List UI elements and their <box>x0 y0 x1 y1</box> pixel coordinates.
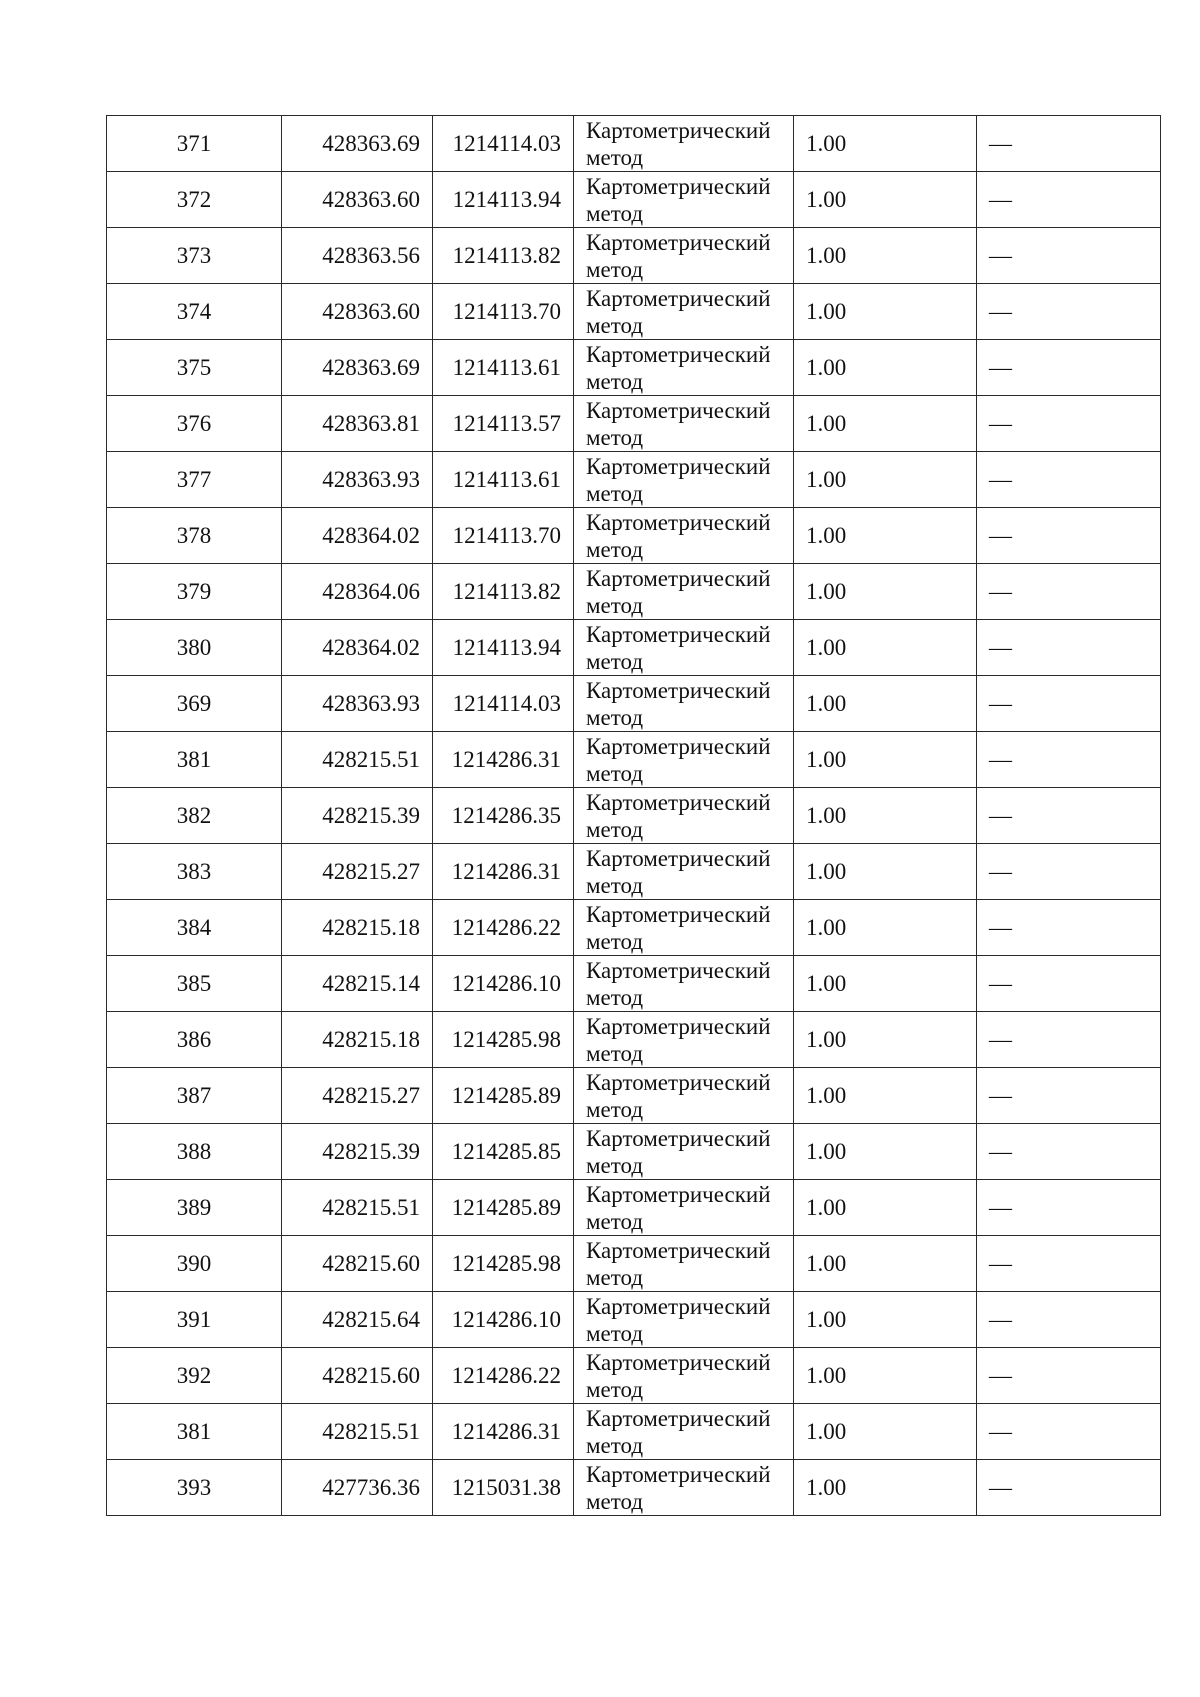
table-row <box>107 508 1161 564</box>
accuracy-cell: 1.00 <box>794 396 977 452</box>
method-line-1: Картометрический <box>586 453 771 479</box>
y-coordinate-cell: 1214114.03 <box>433 676 574 732</box>
point-number-cell: 387 <box>107 1068 282 1124</box>
point-number-cell: 379 <box>107 564 282 620</box>
method-line-2: метод <box>586 1096 644 1122</box>
method-line-2: метод <box>586 256 644 282</box>
y-coordinate-cell: 1214285.98 <box>433 1012 574 1068</box>
accuracy-cell: 1.00 <box>794 1404 977 1460</box>
point-number-cell: 391 <box>107 1292 282 1348</box>
table-row <box>107 1460 1161 1516</box>
point-number-cell: 380 <box>107 620 282 676</box>
x-coordinate-cell: 428363.60 <box>282 172 433 228</box>
method-line-2: метод <box>586 1208 644 1234</box>
point-number-cell: 388 <box>107 1124 282 1180</box>
description-cell: — <box>977 116 1161 172</box>
y-coordinate-cell: 1214113.70 <box>433 508 574 564</box>
description-cell: — <box>977 1012 1161 1068</box>
description-cell: — <box>977 732 1161 788</box>
description-cell: — <box>977 1236 1161 1292</box>
accuracy-cell: 1.00 <box>794 1068 977 1124</box>
x-coordinate-cell: 428215.51 <box>282 1404 433 1460</box>
x-coordinate-cell: 428363.93 <box>282 452 433 508</box>
method-line-1: Картометрический <box>586 733 771 759</box>
method-cell <box>574 284 794 340</box>
method-line-1: Картометрический <box>586 1405 771 1431</box>
point-number-cell: 392 <box>107 1348 282 1404</box>
method-line-1: Картометрический <box>586 1181 771 1207</box>
point-number-cell: 372 <box>107 172 282 228</box>
method-cell <box>574 508 794 564</box>
accuracy-cell: 1.00 <box>794 788 977 844</box>
point-number-cell: 378 <box>107 508 282 564</box>
description-cell: — <box>977 900 1161 956</box>
y-coordinate-cell: 1214113.82 <box>433 228 574 284</box>
method-line-2: метод <box>586 704 644 730</box>
method-line-2: метод <box>586 424 644 450</box>
description-cell: — <box>977 1460 1161 1516</box>
y-coordinate-cell: 1214113.70 <box>433 284 574 340</box>
method-line-1: Картометрический <box>586 173 771 199</box>
x-coordinate-cell: 428363.60 <box>282 284 433 340</box>
method-line-2: метод <box>586 592 644 618</box>
accuracy-cell: 1.00 <box>794 1460 977 1516</box>
method-line-2: метод <box>586 480 644 506</box>
y-coordinate-cell: 1214285.85 <box>433 1124 574 1180</box>
table-row <box>107 676 1161 732</box>
table-row <box>107 1012 1161 1068</box>
x-coordinate-cell: 428215.60 <box>282 1348 433 1404</box>
method-line-1: Картометрический <box>586 341 771 367</box>
x-coordinate-cell: 428363.93 <box>282 676 433 732</box>
method-cell <box>574 228 794 284</box>
accuracy-cell: 1.00 <box>794 1124 977 1180</box>
x-coordinate-cell: 428363.81 <box>282 396 433 452</box>
y-coordinate-cell: 1214286.10 <box>433 956 574 1012</box>
x-coordinate-cell: 428363.69 <box>282 340 433 396</box>
x-coordinate-cell: 428363.56 <box>282 228 433 284</box>
method-line-2: метод <box>586 1376 644 1402</box>
method-cell <box>574 116 794 172</box>
method-line-2: метод <box>586 1152 644 1178</box>
method-line-2: метод <box>586 1320 644 1346</box>
accuracy-cell: 1.00 <box>794 732 977 788</box>
method-line-1: Картометрический <box>586 1461 771 1487</box>
accuracy-cell: 1.00 <box>794 1012 977 1068</box>
method-cell <box>574 396 794 452</box>
y-coordinate-cell: 1214113.61 <box>433 340 574 396</box>
method-line-2: метод <box>586 1432 644 1458</box>
point-number-cell: 383 <box>107 844 282 900</box>
method-line-1: Картометрический <box>586 565 771 591</box>
x-coordinate-cell: 428364.02 <box>282 620 433 676</box>
x-coordinate-cell: 428215.51 <box>282 732 433 788</box>
method-line-1: Картометрический <box>586 1013 771 1039</box>
method-line-1: Картометрический <box>586 397 771 423</box>
description-cell: — <box>977 284 1161 340</box>
table-row <box>107 284 1161 340</box>
point-number-cell: 376 <box>107 396 282 452</box>
description-cell: — <box>977 564 1161 620</box>
point-number-cell: 390 <box>107 1236 282 1292</box>
method-line-1: Картометрический <box>586 117 771 143</box>
x-coordinate-cell: 428215.14 <box>282 956 433 1012</box>
accuracy-cell: 1.00 <box>794 620 977 676</box>
description-cell: — <box>977 1068 1161 1124</box>
method-cell <box>574 452 794 508</box>
accuracy-cell: 1.00 <box>794 172 977 228</box>
method-line-2: метод <box>586 984 644 1010</box>
x-coordinate-cell: 428215.39 <box>282 1124 433 1180</box>
method-cell <box>574 1460 794 1516</box>
method-line-2: метод <box>586 1264 644 1290</box>
y-coordinate-cell: 1214113.57 <box>433 396 574 452</box>
table-row <box>107 228 1161 284</box>
table-row <box>107 396 1161 452</box>
x-coordinate-cell: 428364.06 <box>282 564 433 620</box>
table-row <box>107 1068 1161 1124</box>
x-coordinate-cell: 428215.27 <box>282 1068 433 1124</box>
description-cell: — <box>977 396 1161 452</box>
y-coordinate-cell: 1214113.94 <box>433 620 574 676</box>
method-line-1: Картометрический <box>586 845 771 871</box>
method-line-2: метод <box>586 144 644 170</box>
method-line-1: Картометрический <box>586 957 771 983</box>
description-cell: — <box>977 1348 1161 1404</box>
description-cell: — <box>977 844 1161 900</box>
description-cell: — <box>977 676 1161 732</box>
y-coordinate-cell: 1214113.82 <box>433 564 574 620</box>
accuracy-cell: 1.00 <box>794 956 977 1012</box>
method-cell <box>574 172 794 228</box>
table-row <box>107 340 1161 396</box>
accuracy-cell: 1.00 <box>794 844 977 900</box>
point-number-cell: 377 <box>107 452 282 508</box>
point-number-cell: 375 <box>107 340 282 396</box>
description-cell: — <box>977 172 1161 228</box>
x-coordinate-cell: 428215.51 <box>282 1180 433 1236</box>
description-cell: — <box>977 1124 1161 1180</box>
description-cell: — <box>977 620 1161 676</box>
method-cell <box>574 900 794 956</box>
method-cell <box>574 732 794 788</box>
method-cell <box>574 620 794 676</box>
method-line-1: Картометрический <box>586 1069 771 1095</box>
method-line-1: Картометрический <box>586 285 771 311</box>
method-line-2: метод <box>586 872 644 898</box>
y-coordinate-cell: 1214285.89 <box>433 1180 574 1236</box>
method-line-2: метод <box>586 200 644 226</box>
x-coordinate-cell: 428215.18 <box>282 1012 433 1068</box>
method-cell <box>574 956 794 1012</box>
y-coordinate-cell: 1214286.22 <box>433 900 574 956</box>
method-cell <box>574 1068 794 1124</box>
method-line-1: Картометрический <box>586 901 771 927</box>
x-coordinate-cell: 428363.69 <box>282 116 433 172</box>
y-coordinate-cell: 1214286.31 <box>433 1404 574 1460</box>
method-line-2: метод <box>586 816 644 842</box>
method-cell <box>574 340 794 396</box>
x-coordinate-cell: 428215.39 <box>282 788 433 844</box>
accuracy-cell: 1.00 <box>794 452 977 508</box>
method-line-2: метод <box>586 928 644 954</box>
method-cell <box>574 1124 794 1180</box>
description-cell: — <box>977 1292 1161 1348</box>
method-cell <box>574 1236 794 1292</box>
table-row <box>107 1124 1161 1180</box>
point-number-cell: 389 <box>107 1180 282 1236</box>
y-coordinate-cell: 1214286.31 <box>433 844 574 900</box>
method-line-1: Картометрический <box>586 229 771 255</box>
table-row <box>107 788 1161 844</box>
method-line-1: Картометрический <box>586 677 771 703</box>
description-cell: — <box>977 228 1161 284</box>
accuracy-cell: 1.00 <box>794 228 977 284</box>
description-cell: — <box>977 452 1161 508</box>
point-number-cell: 386 <box>107 1012 282 1068</box>
accuracy-cell: 1.00 <box>794 116 977 172</box>
table-row <box>107 564 1161 620</box>
accuracy-cell: 1.00 <box>794 676 977 732</box>
table-row <box>107 956 1161 1012</box>
description-cell: — <box>977 1180 1161 1236</box>
y-coordinate-cell: 1214285.89 <box>433 1068 574 1124</box>
table-row <box>107 1180 1161 1236</box>
coordinates-table <box>106 115 1161 1516</box>
table-row <box>107 1404 1161 1460</box>
y-coordinate-cell: 1214113.94 <box>433 172 574 228</box>
method-line-1: Картометрический <box>586 1349 771 1375</box>
y-coordinate-cell: 1214286.10 <box>433 1292 574 1348</box>
description-cell: — <box>977 340 1161 396</box>
method-line-1: Картометрический <box>586 789 771 815</box>
method-cell <box>574 788 794 844</box>
method-cell <box>574 676 794 732</box>
y-coordinate-cell: 1215031.38 <box>433 1460 574 1516</box>
table-row <box>107 1348 1161 1404</box>
accuracy-cell: 1.00 <box>794 900 977 956</box>
y-coordinate-cell: 1214114.03 <box>433 116 574 172</box>
point-number-cell: 374 <box>107 284 282 340</box>
point-number-cell: 369 <box>107 676 282 732</box>
table-row <box>107 1236 1161 1292</box>
table-row <box>107 1292 1161 1348</box>
x-coordinate-cell: 427736.36 <box>282 1460 433 1516</box>
table-row <box>107 732 1161 788</box>
y-coordinate-cell: 1214286.35 <box>433 788 574 844</box>
method-line-2: метод <box>586 368 644 394</box>
table-row <box>107 620 1161 676</box>
x-coordinate-cell: 428215.27 <box>282 844 433 900</box>
method-cell <box>574 564 794 620</box>
y-coordinate-cell: 1214113.61 <box>433 452 574 508</box>
table-row <box>107 900 1161 956</box>
x-coordinate-cell: 428215.18 <box>282 900 433 956</box>
accuracy-cell: 1.00 <box>794 284 977 340</box>
point-number-cell: 373 <box>107 228 282 284</box>
y-coordinate-cell: 1214285.98 <box>433 1236 574 1292</box>
method-line-2: метод <box>586 648 644 674</box>
accuracy-cell: 1.00 <box>794 340 977 396</box>
method-cell <box>574 844 794 900</box>
method-line-1: Картометрический <box>586 1237 771 1263</box>
table-row <box>107 844 1161 900</box>
accuracy-cell: 1.00 <box>794 1292 977 1348</box>
x-coordinate-cell: 428364.02 <box>282 508 433 564</box>
y-coordinate-cell: 1214286.31 <box>433 732 574 788</box>
x-coordinate-cell: 428215.64 <box>282 1292 433 1348</box>
method-line-1: Картометрический <box>586 1293 771 1319</box>
accuracy-cell: 1.00 <box>794 508 977 564</box>
method-cell <box>574 1404 794 1460</box>
method-cell <box>574 1180 794 1236</box>
point-number-cell: 382 <box>107 788 282 844</box>
point-number-cell: 381 <box>107 732 282 788</box>
point-number-cell: 393 <box>107 1460 282 1516</box>
method-cell <box>574 1292 794 1348</box>
point-number-cell: 384 <box>107 900 282 956</box>
accuracy-cell: 1.00 <box>794 1348 977 1404</box>
table-row <box>107 452 1161 508</box>
accuracy-cell: 1.00 <box>794 564 977 620</box>
table-body <box>107 116 1161 1516</box>
description-cell: — <box>977 956 1161 1012</box>
method-line-1: Картометрический <box>586 1125 771 1151</box>
method-cell <box>574 1348 794 1404</box>
description-cell: — <box>977 508 1161 564</box>
description-cell: — <box>977 788 1161 844</box>
method-line-1: Картометрический <box>586 509 771 535</box>
method-line-2: метод <box>586 1488 644 1514</box>
method-cell <box>574 1012 794 1068</box>
table-row <box>107 116 1161 172</box>
accuracy-cell: 1.00 <box>794 1236 977 1292</box>
point-number-cell: 371 <box>107 116 282 172</box>
method-line-2: метод <box>586 312 644 338</box>
y-coordinate-cell: 1214286.22 <box>433 1348 574 1404</box>
accuracy-cell: 1.00 <box>794 1180 977 1236</box>
point-number-cell: 381 <box>107 1404 282 1460</box>
method-line-2: метод <box>586 1040 644 1066</box>
method-line-2: метод <box>586 760 644 786</box>
table-row <box>107 172 1161 228</box>
method-line-2: метод <box>586 536 644 562</box>
point-number-cell: 385 <box>107 956 282 1012</box>
method-line-1: Картометрический <box>586 621 771 647</box>
x-coordinate-cell: 428215.60 <box>282 1236 433 1292</box>
description-cell: — <box>977 1404 1161 1460</box>
